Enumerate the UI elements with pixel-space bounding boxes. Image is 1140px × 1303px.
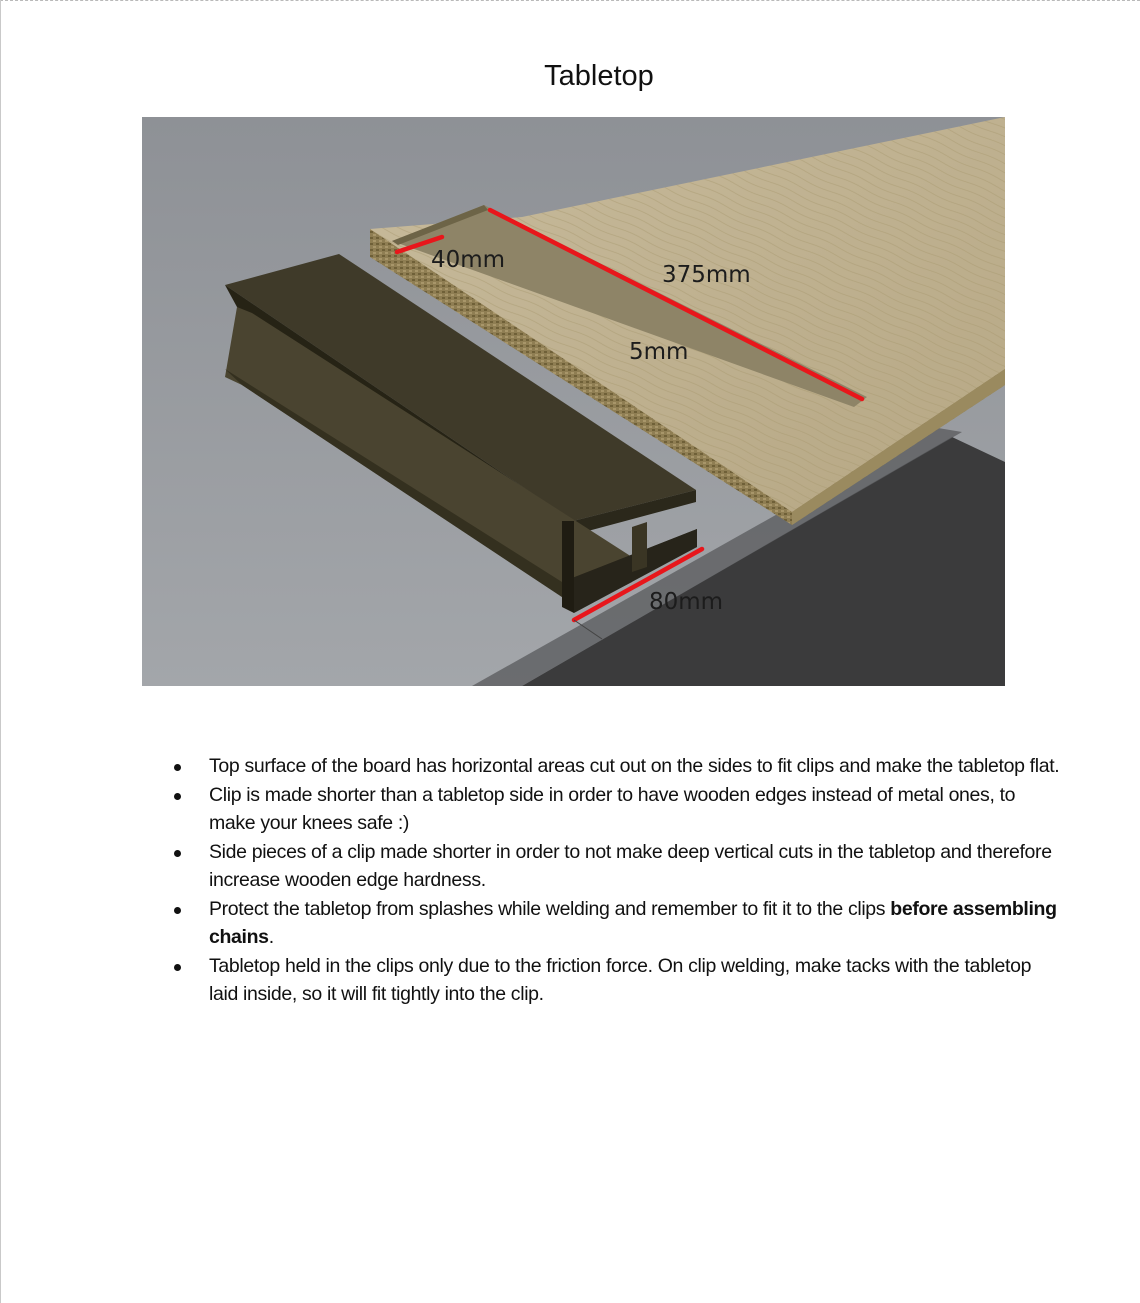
tabletop-render	[142, 117, 1005, 686]
page-title: Tabletop	[544, 60, 654, 92]
page-border-left	[0, 0, 1, 1303]
bullet-dot-icon	[174, 850, 181, 857]
label-40mm: 40mm	[431, 247, 506, 273]
list-item	[170, 752, 1060, 781]
bullet-dot-icon	[174, 907, 181, 914]
list-item-text-end: .	[268, 926, 274, 948]
list-item	[170, 952, 1060, 1009]
label-5mm: 5mm	[629, 339, 689, 365]
bullet-dot-icon	[174, 764, 181, 771]
tabletop-figure	[142, 117, 1005, 686]
bullet-dot-icon	[174, 793, 181, 800]
list-item-bold-text: before assembling chains	[209, 897, 1057, 948]
list-item-text: Clip is made shorter than a tabletop side in order to have wooden edges instead of metal ones, to make your knees safe :)	[209, 783, 1016, 834]
list-item	[170, 781, 1060, 838]
bullet-list	[170, 752, 1060, 1009]
clip-web-end	[632, 522, 647, 572]
list-item	[170, 838, 1060, 895]
list-item-text: Top surface of the board has horizontal areas cut out on the sides to fit clips and make the tabletop flat.	[209, 755, 1060, 777]
list-item-text: Tabletop held in the clips only due to the friction force. On clip welding, make tacks with the tabletop laid inside, so it will fit tightly into the clip.	[209, 954, 1032, 1005]
page-border-top	[0, 0, 1140, 1]
bullet-dot-icon	[174, 964, 181, 971]
label-80mm: 80mm	[649, 589, 724, 615]
list-item	[170, 895, 1060, 952]
label-375mm: 375mm	[662, 262, 751, 288]
list-item-text: Protect the tabletop from splashes while welding and remember to fit it to the clips	[209, 897, 891, 920]
list-item-text: Side pieces of a clip made shorter in order to not make deep vertical cuts in the tabletop and therefore increase wooden edge hardness.	[209, 840, 1052, 891]
clip-end-face	[562, 521, 574, 613]
